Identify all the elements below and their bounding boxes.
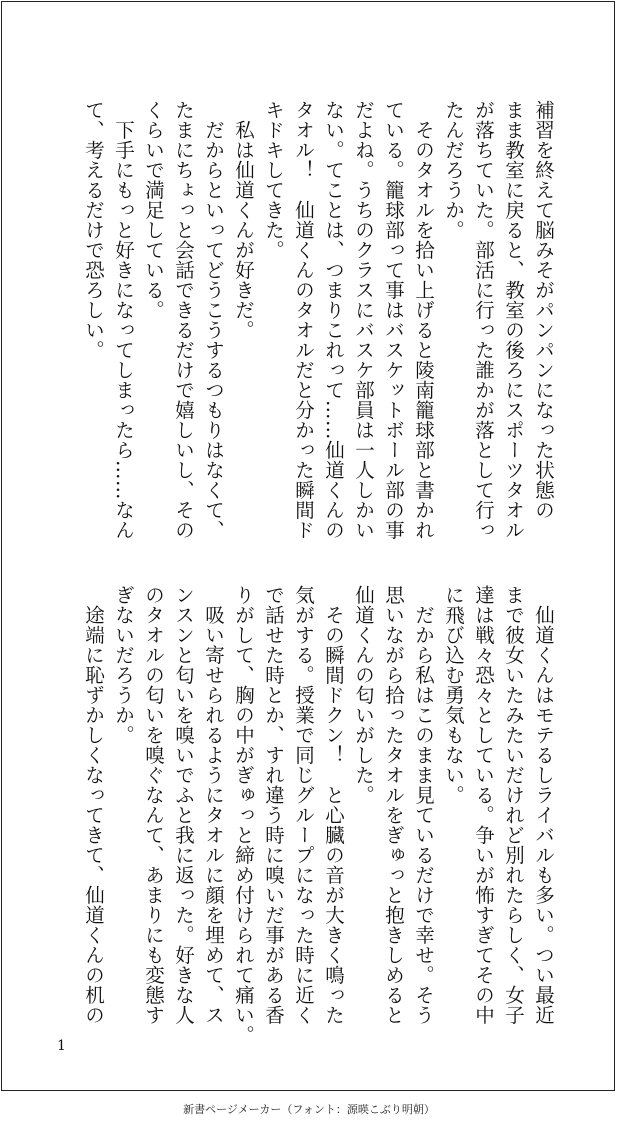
- text-block-top: 補習を終えて脳みそがパンパンになった状態の まま教室に戻ると、教室の後ろにスポーツタオル が落ちていた。部活に行った誰かが落として行っ たんだろうか。 そのタオルを拾い上げると陵南籠球部と書かれ ている。籠球部って事はバスケットボール部の事 だよね。うちのクラスにバスケ部員は一人しかい ない。てことは、つまりこれって……仙道くんの タオル！ 仙道くんのタオルだと分かった瞬間ド キドキしてきた。 私は仙道くんが好きだ。 だからといってどうこうするつもりはなくて、 たまにちょっと会話できるだけで嬉しいし、その くらいで満足している。 下手にもっと好きになってしまったら……なん て、考えるだけで恐ろしい。: [82, 100, 555, 540]
- footer-credit: 新書ページメーカー（フォント：源暎こぶり明朝）: [183, 1103, 435, 1116]
- text-block-bottom: 仙道くんはモテるしライバルも多い。つい最近 まで彼女いたみたいだけれど別れたらしく、女子 達は戦々恐々としている。争いが怖すぎてその中 に飛び込む勇気もない。 だから私はこのまま見ているだけで幸せ。そう 思いながら拾ったタオルをぎゅっと抱きしめると 仙道くんの匂いがした。 その瞬間ドクン！ と心臓の音が大きく鳴った 気がする。授業で同じグループになった時に近く で話せた時とか、すれ違う時に嗅いだ事がある香 りがして、胸の中がぎゅっと締め付けられて痛い。 吸い寄せられるようにタオルに顔を埋めて、ス ンスンと匂いを嗅いでふと我に返った。好きな人 のタオルの匂いを嗅ぐなんて、あまりにも変態す ぎないだろうか。 途端に恥ずかしくなってきて、仙道くんの机の: [82, 585, 555, 1045]
- page-number: 1: [57, 1038, 66, 1054]
- page-frame: [1, 1, 615, 1091]
